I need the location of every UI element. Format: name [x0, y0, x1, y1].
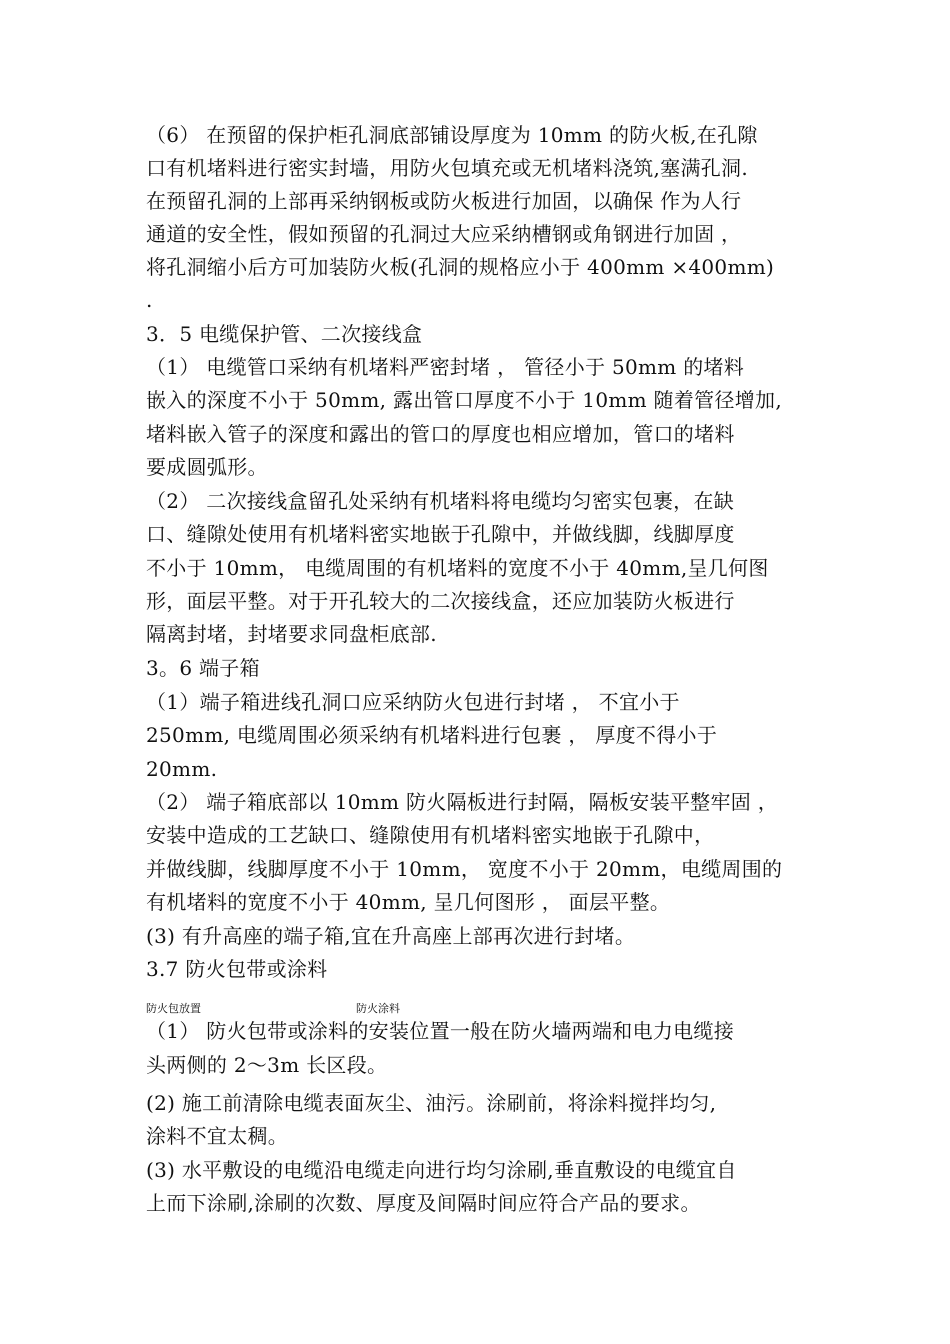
paragraph-line: （1）端子箱进线孔洞口应采纳防火包进行封堵 ， 不宜小于 — [146, 690, 680, 714]
paragraph-line: (2) 施工前清除电缆表面灰尘、油污。涂刷前，将涂料搅拌均匀, — [146, 1091, 717, 1115]
paragraph-line: . — [146, 288, 153, 312]
paragraph-line: （1） 防火包带或涂料的安装位置一般在防火墙两端和电力电缆接 — [146, 1019, 735, 1043]
section-heading: 3．5 电缆保护管、二次接线盒 — [146, 322, 423, 346]
paragraph-line: 上而下涂刷,涂刷的次数、厚度及间隔时间应符合产品的要求。 — [146, 1191, 701, 1215]
paragraph-line: 不小于 10mm， 电缆周围的有机堵料的宽度不小于 40mm,呈几何图 — [146, 556, 769, 580]
paragraph-line: （1） 电缆管口采纳有机堵料严密封堵 ， 管径小于 50mm 的堵料 — [146, 355, 745, 379]
paragraph-line: 通道的安全性，假如预留的孔洞过大应采纳槽钢或角钢进行加固 ， — [146, 222, 742, 246]
paragraph-line: 嵌入的深度不小于 50mm, 露出管口厚度不小于 10mm 随着管径增加, — [146, 388, 783, 412]
image-caption-fire-bag: 防火包放置 — [146, 1002, 201, 1015]
paragraph-line: (3) 有升高座的端子箱,宜在升高座上部再次进行封堵。 — [146, 924, 636, 948]
paragraph-line: 有机堵料的宽度不小于 40mm, 呈几何图形 ， 面层平整。 — [146, 890, 671, 914]
paragraph-line: 20mm. — [146, 757, 218, 781]
paragraph-line: 堵料嵌入管子的深度和露出的管口的厚度也相应增加，管口的堵料 — [146, 422, 735, 446]
paragraph-line: 安装中造成的工艺缺口、缝隙使用有机堵料密实地嵌于孔隙中， — [146, 823, 715, 847]
paragraph-line: 口有机堵料进行密实封墙，用防火包填充或无机堵料浇筑,塞满孔洞. — [146, 156, 749, 180]
paragraph-line: 要成圆弧形。 — [146, 455, 268, 479]
paragraph-line: 头两侧的 2～3m 长区段。 — [146, 1053, 388, 1077]
paragraph-line: 涂料不宜太稠。 — [146, 1124, 289, 1148]
paragraph-line: 250mm, 电缆周围必须采纳有机堵料进行包裹 ， 厚度不得小于 — [146, 723, 718, 747]
paragraph-line: （6） 在预留的保护柜孔洞底部铺设厚度为 10mm 的防火板,在孔隙 — [146, 123, 758, 147]
image-caption-fire-coating: 防火涂料 — [356, 1002, 400, 1015]
paragraph-line: （2） 二次接线盒留孔处采纳有机堵料将电缆均匀密实包裹，在缺 — [146, 489, 735, 513]
paragraph-line: 隔离封堵，封堵要求同盘柜底部. — [146, 622, 437, 646]
paragraph-line: （2） 端子箱底部以 10mm 防火隔板进行封隔，隔板安装平整牢固 ， — [146, 790, 779, 814]
paragraph-line: 在预留孔洞的上部再采纳钢板或防火板进行加固，以确保 作为人行 — [146, 189, 742, 213]
section-heading: 3。6 端子箱 — [146, 656, 260, 680]
paragraph-line: 并做线脚，线脚厚度不小于 10mm， 宽度不小于 20mm，电缆周围的 — [146, 857, 783, 881]
paragraph-line: (3) 水平敷设的电缆沿电缆走向进行均匀涂刷,垂直敷设的电缆宜自 — [146, 1158, 737, 1182]
paragraph-line: 口、缝隙处使用有机堵料密实地嵌于孔隙中，并做线脚，线脚厚度 — [146, 522, 735, 546]
section-heading: 3.7 防火包带或涂料 — [146, 957, 328, 981]
paragraph-line: 形，面层平整。对于开孔较大的二次接线盒，还应加装防火板进行 — [146, 589, 735, 613]
paragraph-line: 将孔洞缩小后方可加装防火板(孔洞的规格应小于 400mm ×400mm) — [146, 255, 775, 279]
